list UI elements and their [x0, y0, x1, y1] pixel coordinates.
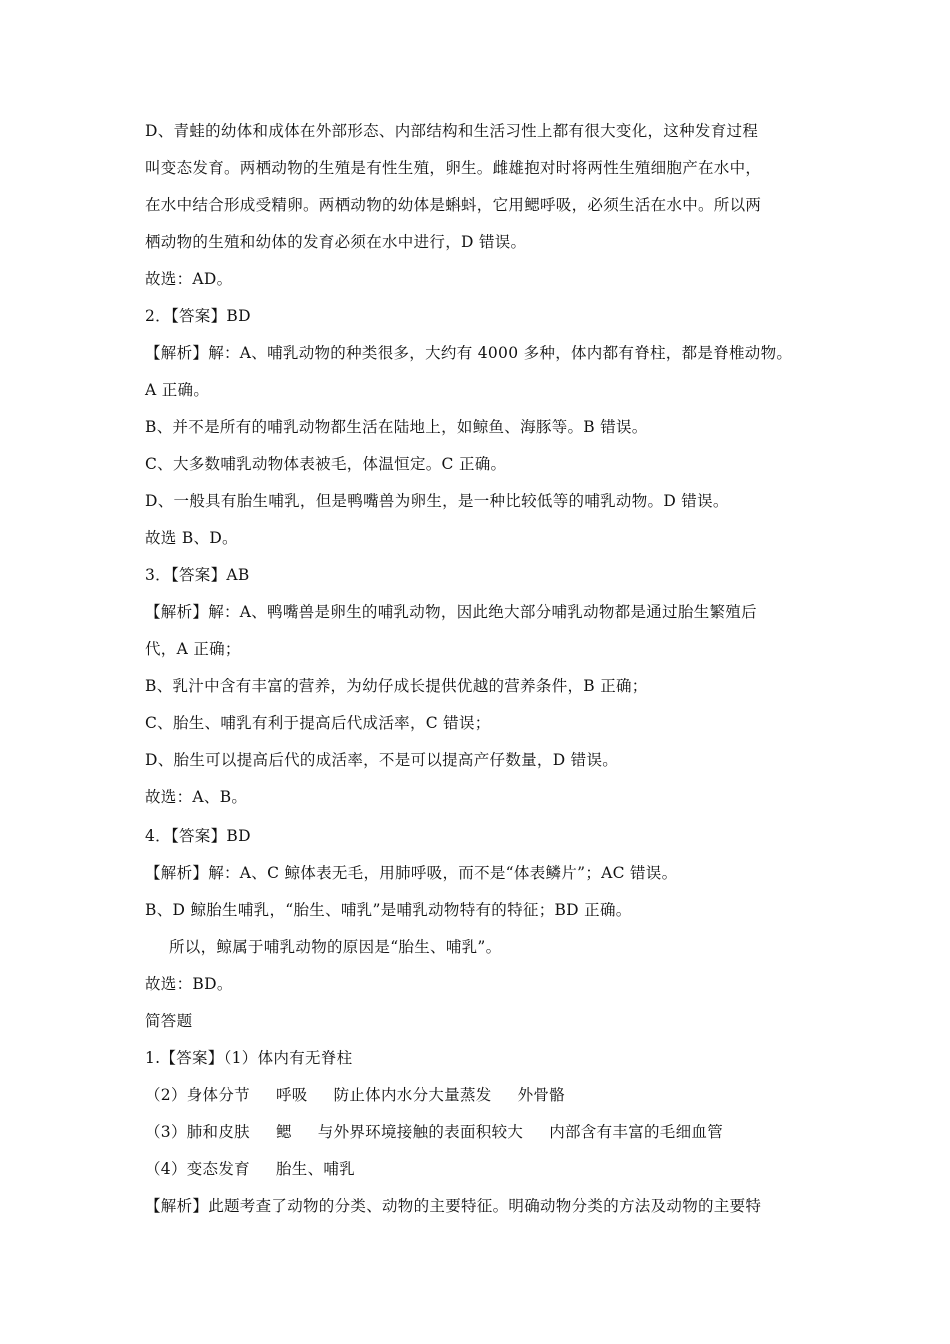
answer-cell: 内部含有丰富的毛细血管 [549, 1123, 723, 1141]
text-line: B、D 鲸胎生哺乳，“胎生、哺乳”是哺乳动物特有的特征；BD 正确。 [145, 901, 632, 919]
answer-cell: 防止体内水分大量蒸发 [333, 1086, 492, 1104]
text-line: 【解析】解：A、鸭嘴兽是卵生的哺乳动物，因此绝大部分哺乳动物都是通过胎生繁殖后 [145, 603, 757, 621]
text-line: 在水中结合形成受精卵。两栖动物的幼体是蝌蚪，它用鳃呼吸，必须生活在水中。所以两 [145, 196, 762, 214]
text-line: 故选：AD。 [145, 270, 233, 288]
answer-cell: 胎生、哺乳 [275, 1160, 355, 1178]
text-line: 叫变态发育。两栖动物的生殖是有性生殖，卵生。雌雄抱对时将两性生殖细胞产在水中， [145, 159, 762, 177]
text-line: C、大多数哺乳动物体表被毛，体温恒定。C 正确。 [145, 455, 507, 473]
question-answer: 3．【答案】AB [145, 566, 250, 584]
question-answer: 2．【答案】BD [145, 307, 251, 325]
answer-row [145, 1122, 723, 1142]
text-line: 【解析】此题考查了动物的分类、动物的主要特征。明确动物分类的方法及动物的主要特 [145, 1197, 762, 1215]
section-heading: 简答题 [145, 1012, 193, 1030]
text-line: B、并不是所有的哺乳动物都生活在陆地上，如鲸鱼、海豚等。B 错误。 [145, 418, 648, 436]
question-answer: 4．【答案】BD [145, 827, 251, 845]
text-line: 故选：A、B。 [145, 788, 248, 806]
text-line: D、青蛙的幼体和成体在外部形态、内部结构和生活习性上都有很大变化，这种发育过程 [145, 122, 759, 140]
answer-cell: 鳃 [275, 1123, 292, 1141]
question-answer: 1.【答案】（1）体内有无脊柱 [145, 1049, 353, 1067]
text-line: 栖动物的生殖和幼体的发育必须在水中进行，D 错误。 [145, 233, 527, 251]
text-line: A 正确。 [145, 381, 210, 399]
text-line: 故选 B、D。 [145, 529, 238, 547]
answer-cell: （3）肺和皮肤 [145, 1123, 250, 1141]
answer-cell: 与外界环境接触的表面积较大 [317, 1123, 524, 1141]
text-line: D、胎生可以提高后代的成活率，不是可以提高产仔数量，D 错误。 [145, 751, 619, 769]
text-line: B、乳汁中含有丰富的营养，为幼仔成长提供优越的营养条件，B 正确； [145, 677, 648, 695]
answer-cell: （4）变态发育 [145, 1160, 250, 1178]
text-line: 【解析】解：A、C 鲸体表无毛，用肺呼吸，而不是“体表鳞片”；AC 错误。 [145, 864, 678, 882]
text-line: 【解析】解：A、哺乳动物的种类很多，大约有 4000 多种，体内都有脊柱，都是脊椎动物。 [145, 344, 793, 362]
text-line: C、胎生、哺乳有利于提高后代成活率，C 错误； [145, 714, 491, 732]
answer-row [145, 1159, 355, 1179]
answer-row [145, 1085, 565, 1105]
text-line: 代，A 正确； [145, 640, 241, 658]
answer-cell: 外骨骼 [517, 1086, 565, 1104]
text-line: D、一般具有胎生哺乳，但是鸭嘴兽为卵生，是一种比较低等的哺乳动物。D 错误。 [145, 492, 729, 510]
text-line: 故选：BD。 [145, 975, 233, 993]
text-line: 所以，鲸属于哺乳动物的原因是“胎生、哺乳”。 [169, 938, 502, 956]
answer-cell: 呼吸 [275, 1086, 308, 1104]
answer-cell: （2）身体分节 [145, 1086, 250, 1104]
